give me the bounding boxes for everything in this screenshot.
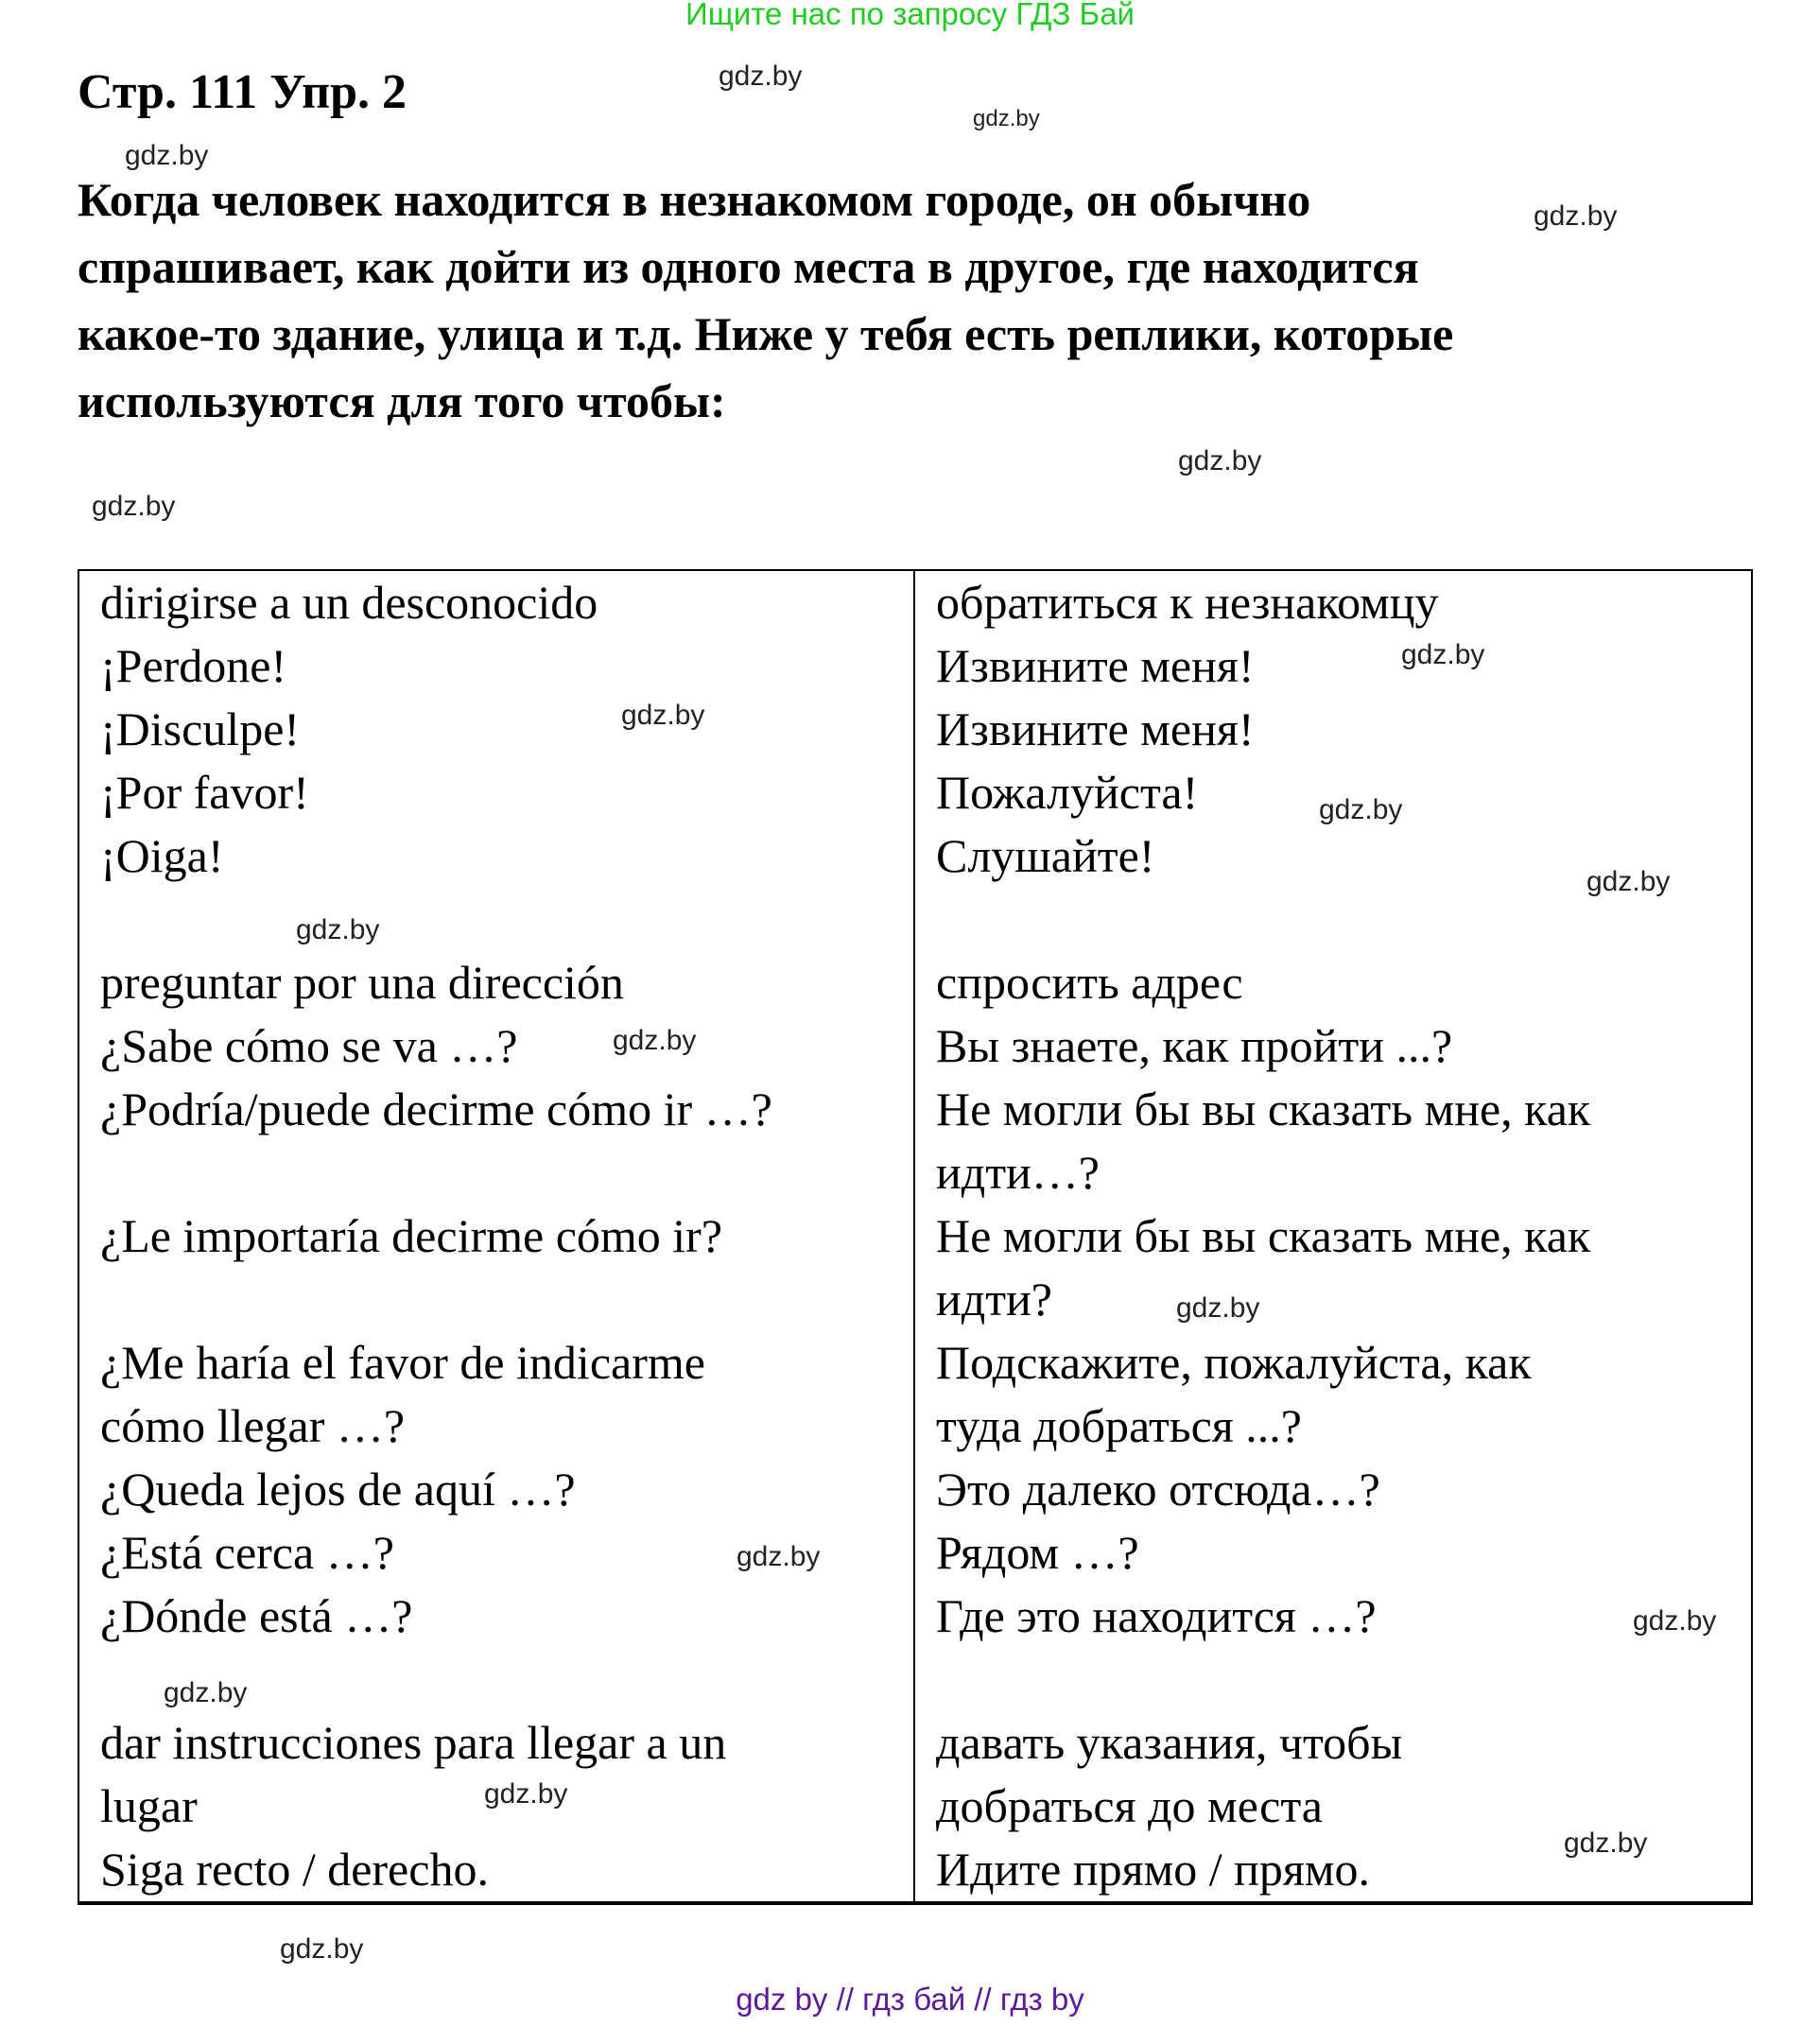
spanish-phrase: ¿Dónde está …? xyxy=(100,1589,413,1642)
instruction-line: спрашивает, как дойти из одного места в другое, где находится xyxy=(78,240,1419,293)
spanish-phrase: ¿Sabe cómo se va …? xyxy=(100,1019,518,1072)
watermark: gdz.by xyxy=(973,106,1040,131)
russian-phrase: обратиться к незнакомцу xyxy=(936,576,1439,629)
spanish-phrase: ¡Oiga! xyxy=(100,829,224,882)
watermark: gdz.by xyxy=(1401,639,1485,670)
footer-links: gdz by // гдз бай // гдз by xyxy=(736,1982,1084,2017)
russian-phrase: Извините меня! xyxy=(936,702,1255,755)
spanish-phrase: preguntar por una dirección xyxy=(100,956,624,1009)
watermark: gdz.by xyxy=(125,140,209,171)
watermark: gdz.by xyxy=(92,491,176,522)
instruction-line: Когда человек находится в незнакомом городе, он обычно xyxy=(78,173,1311,226)
watermark: gdz.by xyxy=(1586,866,1671,897)
spanish-phrase: Siga recto / derecho. xyxy=(100,1843,489,1896)
russian-phrase: Не могли бы вы сказать мне, как xyxy=(936,1209,1591,1262)
russian-phrase: идти…? xyxy=(936,1146,1100,1199)
russian-column xyxy=(915,571,1751,1901)
watermark: gdz.by xyxy=(1176,1292,1260,1324)
spanish-phrase: dar instrucciones para llegar a un xyxy=(100,1716,727,1769)
russian-phrase: добраться до места xyxy=(936,1779,1323,1832)
russian-phrase: Слушайте! xyxy=(936,829,1155,882)
spanish-phrase: ¡Perdone! xyxy=(100,639,287,692)
watermark: gdz.by xyxy=(484,1778,568,1810)
watermark: gdz.by xyxy=(613,1025,697,1056)
russian-phrase: Рядом …? xyxy=(936,1526,1139,1579)
page-title: Стр. 111 Упр. 2 xyxy=(78,65,407,119)
russian-phrase: спросить адрес xyxy=(936,956,1243,1009)
russian-phrase: Это далеко отсюда…? xyxy=(936,1463,1380,1516)
search-banner: Ищите нас по запросу ГДЗ Бай xyxy=(685,0,1135,31)
russian-phrase xyxy=(936,1648,1751,1711)
instruction-line: используются для того чтобы: xyxy=(78,374,726,427)
spanish-phrase xyxy=(100,888,913,951)
spanish-phrase xyxy=(100,1268,913,1331)
russian-phrase: Извините меня! xyxy=(936,639,1255,692)
watermark: gdz.by xyxy=(719,61,803,92)
spanish-phrase: ¿Podría/puede decirme cómo ir …? xyxy=(100,1083,772,1135)
watermark: gdz.by xyxy=(164,1677,248,1708)
russian-phrase: Подскажите, пожалуйста, как xyxy=(936,1336,1532,1389)
russian-phrase: туда добраться ...? xyxy=(936,1399,1302,1452)
spanish-phrase xyxy=(100,1141,913,1204)
watermark: gdz.by xyxy=(621,700,705,731)
spanish-phrase: lugar xyxy=(100,1779,198,1832)
spanish-phrase: cómo llegar …? xyxy=(100,1399,406,1452)
russian-phrase: идти? xyxy=(936,1273,1052,1325)
spanish-phrase: ¿Queda lejos de aquí …? xyxy=(100,1463,576,1516)
watermark: gdz.by xyxy=(1564,1828,1648,1859)
watermark: gdz.by xyxy=(1178,445,1262,476)
watermark: gdz.by xyxy=(280,1933,364,1965)
spanish-phrase: ¿Le importaría decirme cómo ir? xyxy=(100,1209,723,1262)
russian-phrase: Вы знаете, как пройти ...? xyxy=(936,1019,1453,1072)
spanish-phrase: ¡Disculpe! xyxy=(100,702,301,755)
spanish-phrase: ¡Por favor! xyxy=(100,766,309,819)
instruction-line: какое-то здание, улица и т.д. Ниже у тебя есть реплики, которые xyxy=(78,307,1454,360)
russian-phrase: Идите прямо / прямо. xyxy=(936,1843,1371,1896)
watermark: gdz.by xyxy=(296,914,380,945)
watermark: gdz.by xyxy=(1319,794,1403,825)
spanish-phrase: ¿Está cerca …? xyxy=(100,1526,394,1579)
russian-phrase: давать указания, чтобы xyxy=(936,1716,1403,1769)
watermark: gdz.by xyxy=(737,1541,821,1572)
watermark: gdz.by xyxy=(1633,1605,1717,1637)
phrases-table xyxy=(78,569,1753,1905)
russian-phrase: Не могли бы вы сказать мне, как xyxy=(936,1083,1591,1135)
exercise-instructions xyxy=(78,166,1742,435)
watermark: gdz.by xyxy=(1534,200,1618,232)
russian-phrase: Пожалуйста! xyxy=(936,766,1199,819)
spanish-phrase: ¿Me haría el favor de indicarme xyxy=(100,1336,705,1389)
russian-phrase: Где это находится …? xyxy=(936,1589,1377,1642)
spanish-phrase: dirigirse a un desconocido xyxy=(100,576,598,629)
